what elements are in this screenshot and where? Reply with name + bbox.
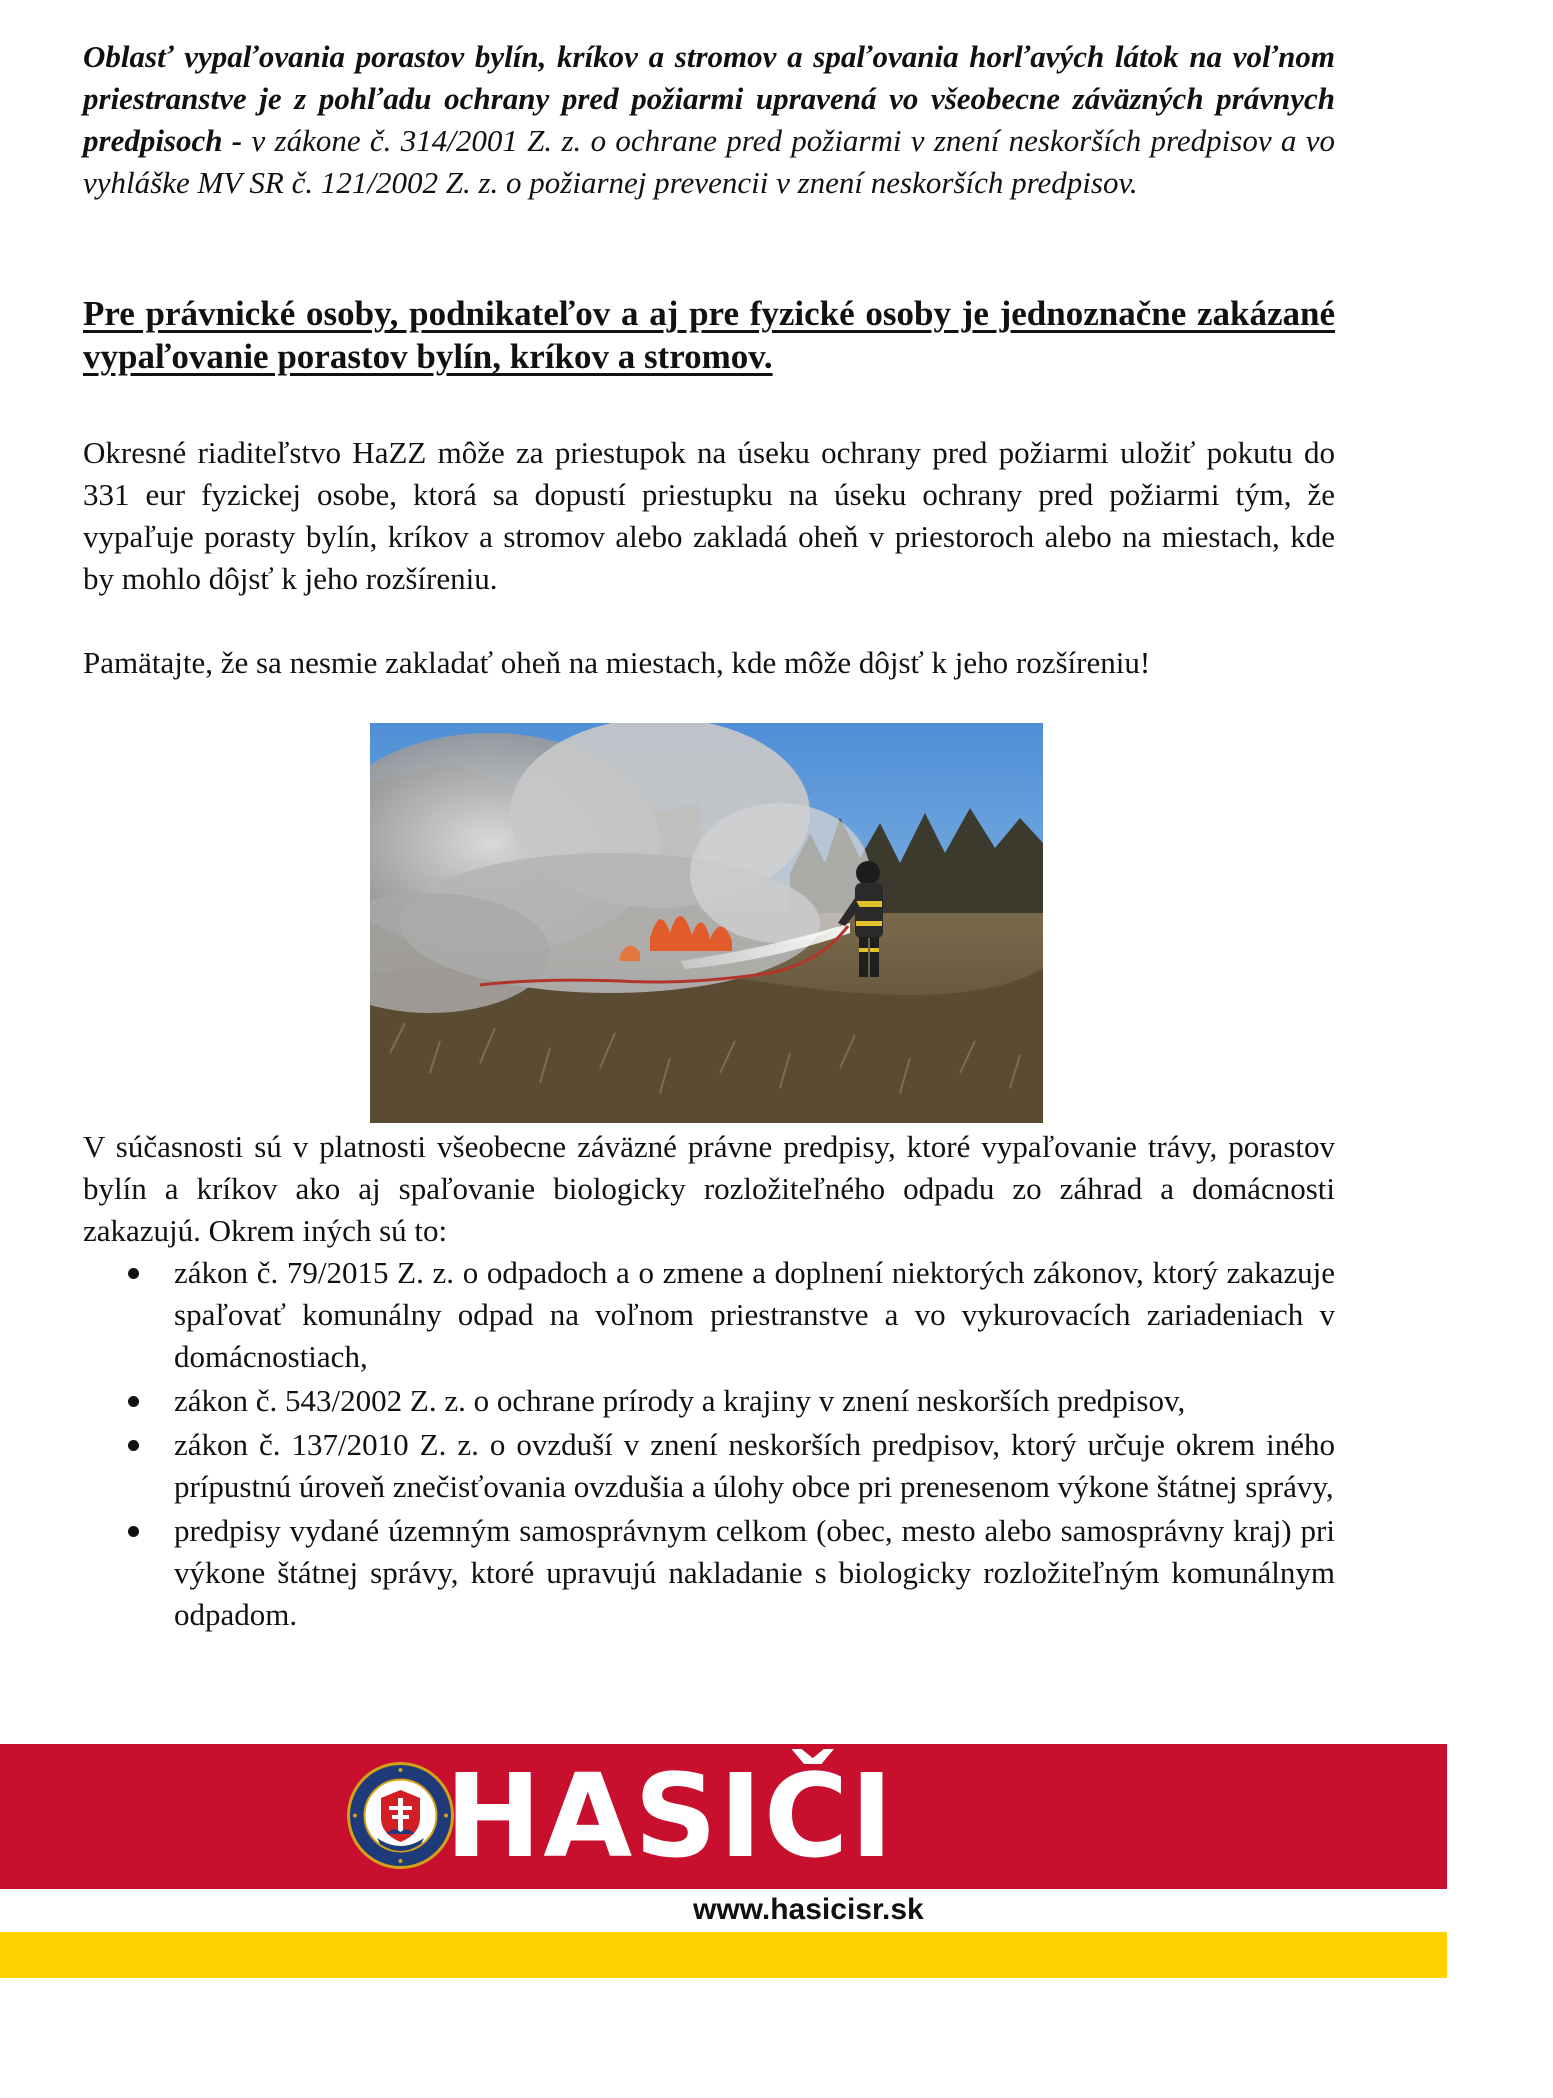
list-item-text: zákon č. 137/2010 Z. z. o ovzduší v znení neskorších predpisov, ktorý určuje okrem iného prípustnú úroveň znečisťovania ovzdušia a úlohy obce pri prenesenom výkone štátnej správy, xyxy=(174,1427,1335,1504)
footer-yellow-stripe xyxy=(0,1932,1447,1978)
bullet-icon xyxy=(128,1526,139,1537)
intro-regular-text: v zákone č. 314/2001 Z. z. o ochrane pred požiarmi v znení neskorších predpisov a vo vyhláške MV SR č. 121/2002 Z. z. o požiarnej prevencii v znení neskorších predpisov. xyxy=(83,123,1335,200)
hasici-logo-text: HASIČI xyxy=(445,1750,896,1884)
regulations-paragraph: V súčasnosti sú v platnosti všeobecne záväzné právne predpisy, ktoré vypaľovanie trávy, porastov bylín a kríkov ako aj spaľovanie biologicky rozložiteľného odpadu zo záhrad a domácnosti zakazujú. Okrem iných sú to: xyxy=(83,1129,1335,1248)
bullet-icon xyxy=(128,1268,139,1279)
intro-bold-text: Oblasť vypaľovania porastov bylín, kríkov a stromov a spaľovania horľavých látok na voľnom priestranstve je z pohľadu ochrany pred požiarmi upravená vo všeobecne záväzných právnych predpisoch - xyxy=(83,39,1335,158)
list-item-text: zákon č. 543/2002 Z. z. o ochrane prírody a krajiny v znení neskorších predpisov, xyxy=(174,1383,1186,1418)
list-item xyxy=(83,1424,1335,1508)
list-item xyxy=(83,1510,1335,1636)
fire-rescue-emblem-icon xyxy=(347,1762,454,1869)
bullet-icon xyxy=(128,1396,139,1407)
fine-paragraph: Okresné riaditeľstvo HaZZ môže za priestupok na úseku ochrany pred požiarmi uložiť pokutu do 331 eur fyzickej osobe, ktorá sa dopustí priestupku na úseku ochrany pred požiarmi tým, že vypaľuje porasty bylín, kríkov a stromov alebo zakladá oheň v priestoroch alebo na miestach, kde by mohlo dôjsť k jeho rozšíreniu. xyxy=(83,435,1335,596)
list-item-text: zákon č. 79/2015 Z. z. o odpadoch a o zmene a doplnení niektorých zákonov, ktorý zakazuje spaľovať komunálny odpad na voľnom priestranstve a vo vykurovacích zariadeniach v domácnostiach, xyxy=(174,1255,1335,1374)
warning-paragraph: Pamätajte, že sa nesmie zakladať oheň na miestach, kde môže dôjsť k jeho rozšíreniu! xyxy=(83,645,1151,680)
intro-paragraph xyxy=(83,36,1335,204)
ban-heading: Pre právnické osoby, podnikateľov a aj pre fyzické osoby je jednoznačne zakázané vypaľovanie porastov bylín, kríkov a stromov. xyxy=(83,294,1335,376)
bullet-icon xyxy=(128,1440,139,1451)
list-item-text: predpisy vydané územným samosprávnym celkom (obec, mesto alebo samosprávny kraj) pri výkone štátnej správy, ktoré upravujú nakladanie s biologicky rozložiteľným komunálnym odpadom. xyxy=(174,1513,1335,1632)
website-url[interactable]: www.hasicisr.sk xyxy=(693,1893,924,1926)
regulations-list xyxy=(83,1252,1335,1638)
list-item xyxy=(83,1380,1335,1422)
wildfire-photo xyxy=(370,723,1043,1123)
list-item xyxy=(83,1252,1335,1378)
